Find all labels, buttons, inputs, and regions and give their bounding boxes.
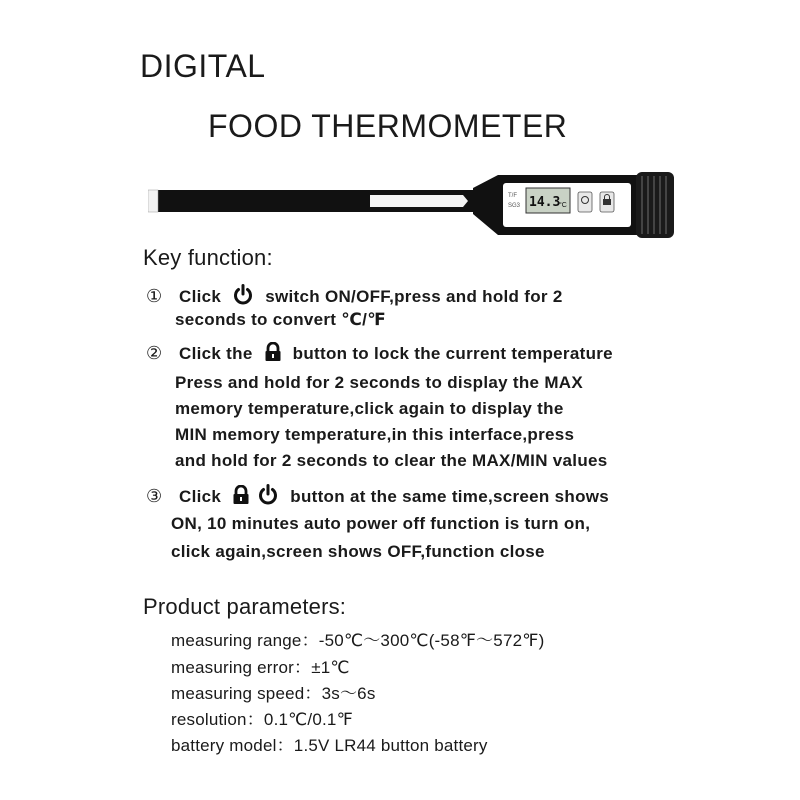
key-item-2-line-3: memory temperature,click again to display the (175, 399, 564, 418)
title-line-2: FOOD THERMOMETER (208, 108, 568, 144)
key-item-1-pre: Click (179, 286, 222, 306)
key-item-1-post: switch ON/OFF,press and hold for 2 (265, 286, 563, 306)
lock-icon (232, 485, 250, 510)
key-item-2-line-2: Press and hold for 2 seconds to display the MAX (175, 373, 584, 392)
key-item-3-line-1 (146, 484, 609, 511)
key-item-2-line-5: and hold for 2 seconds to clear the MAX/MIN values (175, 451, 608, 470)
key-item-2-line-1 (146, 342, 613, 367)
key-item-3-line-3: click again,screen shows OFF,function close (171, 542, 545, 561)
key-item-3-number: ③ (146, 485, 163, 506)
thermo-label-model: SG3 (508, 203, 521, 209)
param-measuring-range: measuring range：-50℃～300℃(-58℉～572℉) (171, 631, 545, 650)
param-resolution: resolution：0.1℃/0.1℉ (171, 710, 353, 729)
power-icon (232, 284, 254, 311)
param-measuring-error: measuring error：±1℃ (171, 658, 350, 677)
title-line-1: DIGITAL (140, 48, 266, 84)
thermo-display-unit: °C (559, 202, 567, 209)
thermometer-illustration (148, 170, 678, 240)
key-function-heading: Key function: (143, 245, 273, 270)
product-parameters-heading: Product parameters: (143, 594, 347, 619)
key-item-1-line-2: seconds to convert ℃/℉ (175, 310, 386, 329)
key-item-3-pre: Click (179, 486, 222, 506)
thermo-display-value: 14.3 (529, 195, 561, 210)
key-item-2-line-4: MIN memory temperature,in this interface,press (175, 425, 575, 444)
key-item-1-line-1 (146, 284, 563, 311)
key-item-1-number: ① (146, 285, 163, 306)
param-measuring-speed: measuring speed：3s～6s (171, 684, 376, 703)
key-item-3-post: button at the same time,screen shows (290, 486, 610, 506)
thermo-label-tf: T/F (508, 193, 517, 199)
power-icon (257, 484, 279, 511)
param-battery-model: battery model：1.5V LR44 button battery (171, 736, 488, 755)
lock-icon (264, 342, 282, 367)
key-item-2-post: button to lock the current temperature (292, 343, 613, 363)
key-item-2-number: ② (146, 342, 163, 363)
key-item-3-line-2: ON, 10 minutes auto power off function is turn on, (171, 514, 591, 533)
key-item-2-pre: Click the (179, 343, 253, 363)
